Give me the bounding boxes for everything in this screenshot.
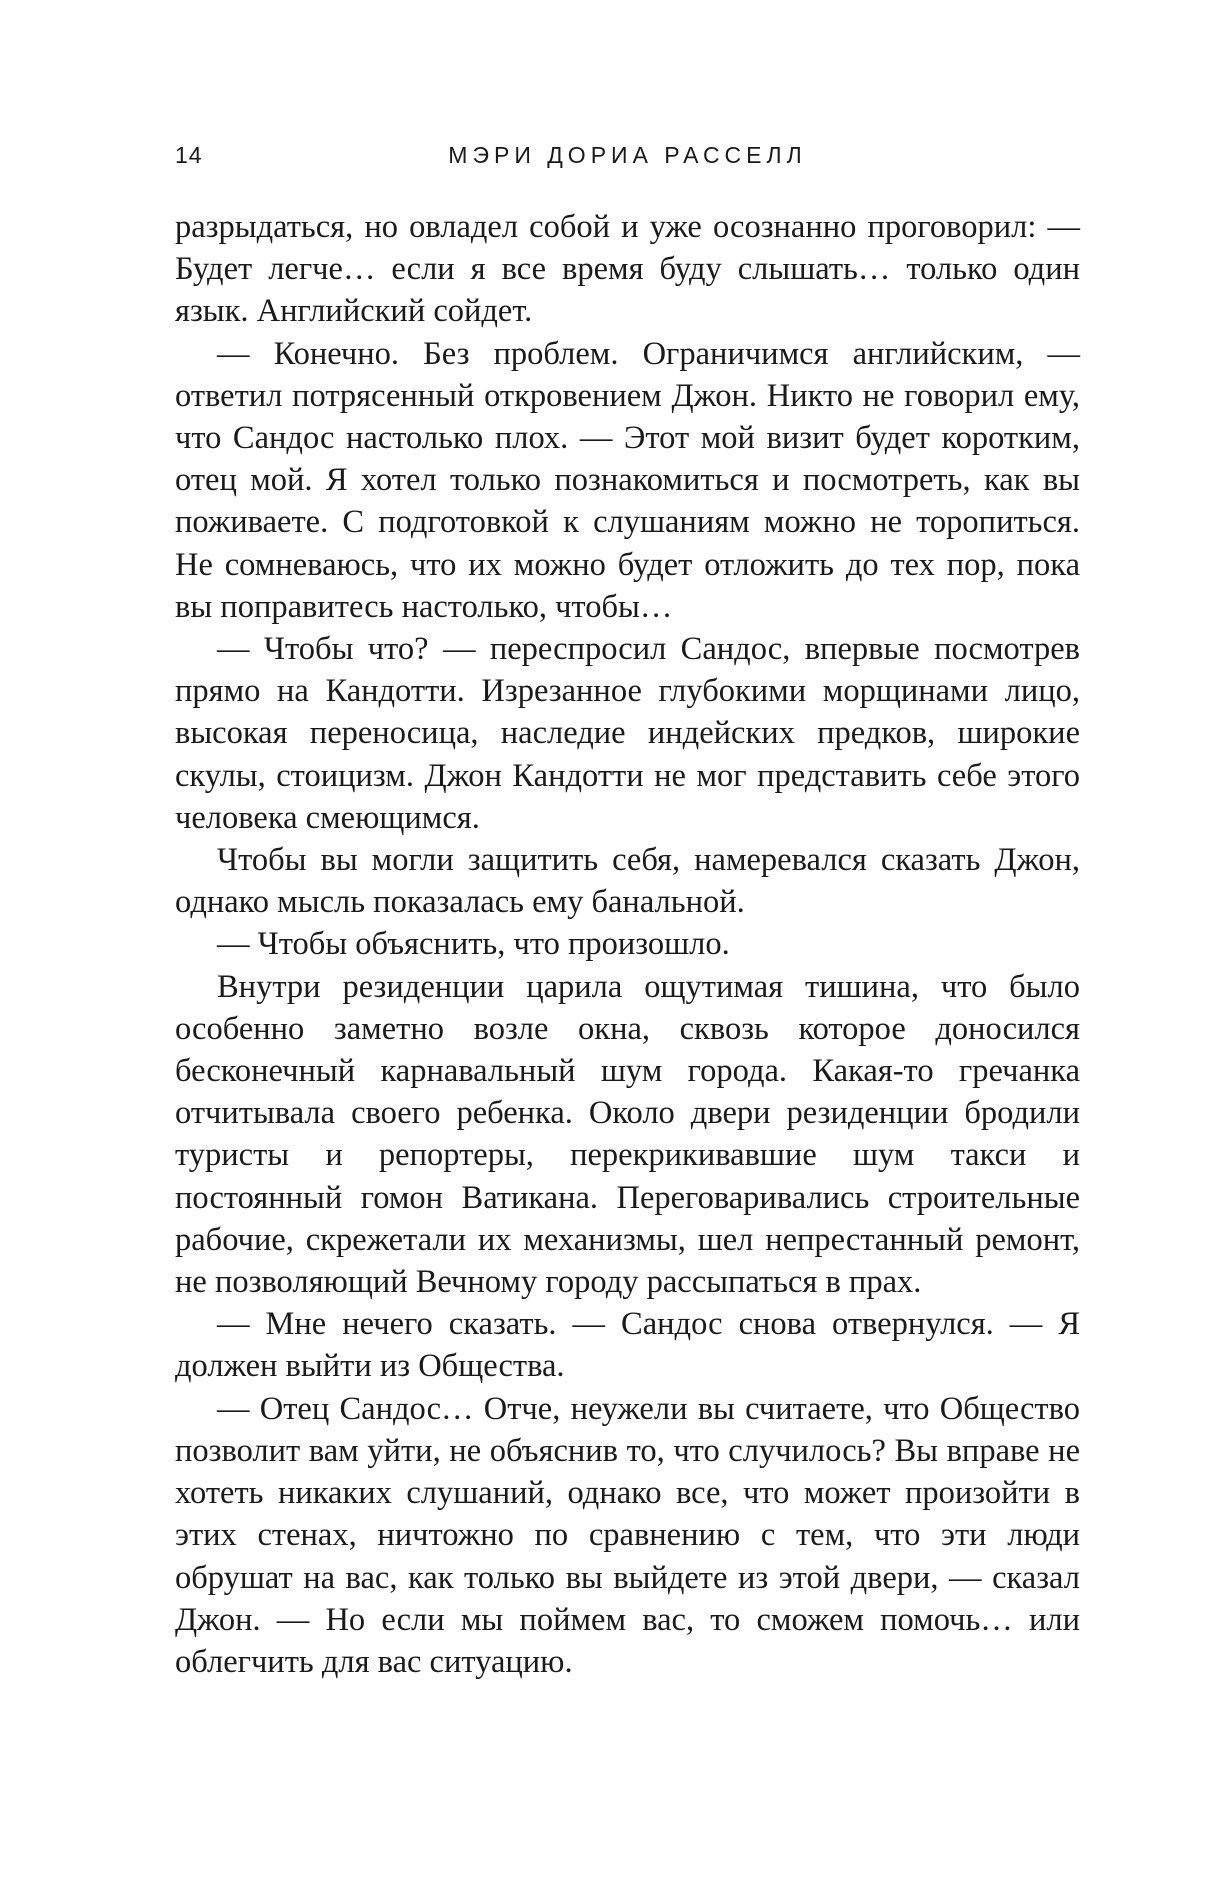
running-header bbox=[175, 142, 1080, 182]
paragraph: разрыдаться, но овладел собой и уже осознанно проговорил: — Будет легче… если я все время буду слышать… только один язык. Английский сойдет. bbox=[175, 209, 1080, 330]
body-text bbox=[175, 206, 1080, 1683]
paragraph: — Чтобы объяснить, что произошло. bbox=[217, 926, 730, 963]
paragraph: — Мне нечего сказать. — Сандос снова отвернулся. — Я должен выйти из Общества. bbox=[175, 1306, 1080, 1385]
paragraph: Чтобы вы могли защитить себя, намеревался сказать Джон, однако мысль показалась ему банальной. bbox=[175, 842, 1080, 921]
paragraph: — Конечно. Без проблем. Ограничимся английским, — ответил потрясенный откровением Джон. Никто не говорил ему, что Сандос настолько плох. — Этот мой визит будет коротким, отец мой. Я хотел только познакомиться и посмотреть, как вы поживаете. С подготовкой к слушаниям можно не торопиться. Не сомневаюсь, что их можно будет отложить до тех пор, пока вы поправитесь настолько, чтобы… bbox=[175, 335, 1080, 625]
page-number: 14 bbox=[175, 142, 203, 168]
paragraph: Внутри резиденции царила ощутимая тишина, что было особенно заметно возле окна, сквозь которое доносился бесконечный карнавальный шум города. Какая-то гречанка отчитывала своего ребенка. Около двери резиденции бродили туристы и репортеры, перекрикивавшие шум такси и постоянный гомон Ватикана. Переговаривались строительные рабочие, скрежетали их механизмы, шел непрестанный ремонт, не позволяющий Вечному городу рассыпаться в прах. bbox=[175, 968, 1080, 1301]
book-author-header: МЭРИ ДОРИА РАССЕЛЛ bbox=[448, 142, 807, 168]
paragraph: — Отец Сандос… Отче, неужели вы считаете, что Общество позволит вам уйти, не объяснив то, что случилось? Вы вправе не хотеть никаких слушаний, однако все, что может произойти в этих стенах, ничтожно по сравнению с тем, что эти люди обрушат на вас, как только вы выйдете из этой двери, — сказал Джон. — Но если мы поймем вас, то сможем помочь… или облегчить для вас ситуацию. bbox=[175, 1390, 1080, 1680]
paragraph: — Чтобы что? — переспросил Сандос, впервые посмотрев прямо на Кандотти. Изрезанное глубокими морщинами лицо, высокая переносица, наследие индейских предков, широкие скулы, стоицизм. Джон Кандотти не мог представить себе этого человека смеющимся. bbox=[175, 631, 1080, 836]
